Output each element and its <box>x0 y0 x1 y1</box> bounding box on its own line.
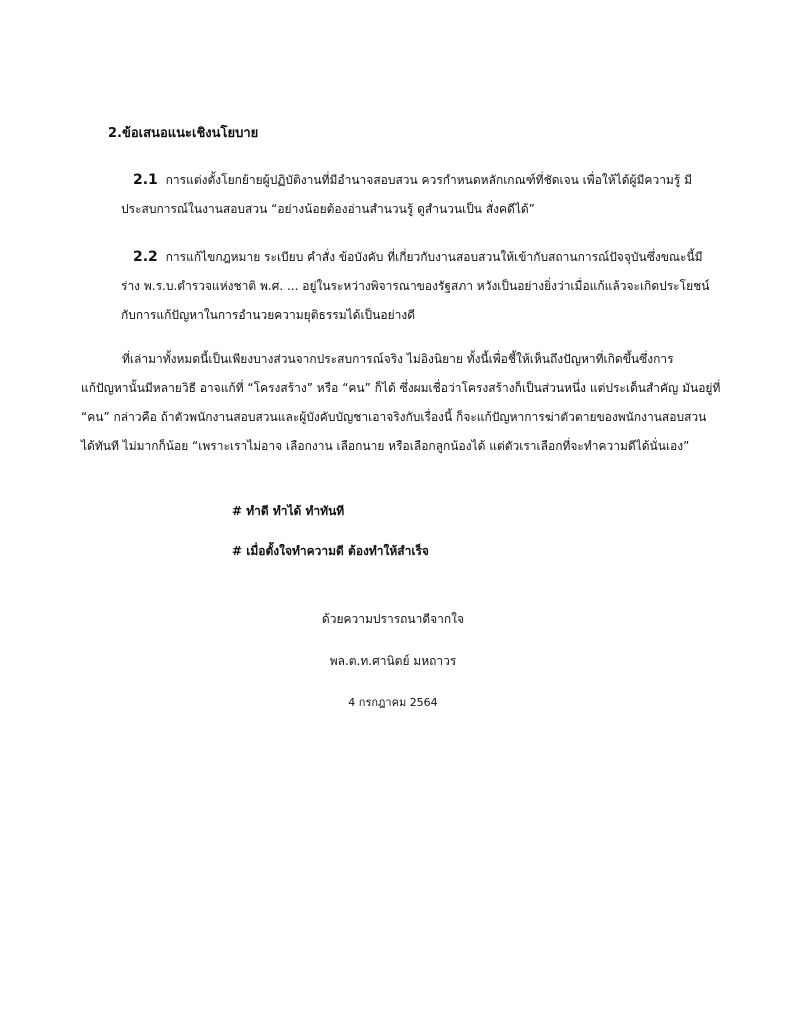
paragraph-line: ที่เล่ามาทั้งหมดนี้เป็นเพียงบางส่วนจากประสบการณ์จริง ไม่อิงนิยาย ทั้งนี้เพื่อชี้ให้เห็นถึงปัญหาที่เกิดขึ้นซึ่งการ <box>122 352 674 366</box>
closing-paragraph <box>81 345 720 461</box>
hashtag-line: # ทำดี ทำได้ ทำทันที <box>232 504 345 518</box>
signature-greeting: ด้วยความปรารถนาดีจากใจ <box>321 612 465 626</box>
paragraph-line: แก้ปัญหานั้นมีหลายวิธี อาจแก้ที่ “โครงสร้าง” หรือ “คน” ก็ได้ ซึ่งผมเชื่อว่าโครงสร้างก็เป็นส่วนหนึ่ง แต่ประเด็นสำคัญ มันอยู่ที่ <box>81 381 721 395</box>
signature-date: 4 กรกฎาคม 2564 <box>348 696 438 709</box>
item-text-line: กับการแก้ปัญหาในการอำนวยความยุติธรรมได้เป็นอย่างดี <box>121 308 415 322</box>
policy-item-2-1 <box>121 166 693 224</box>
item-text-line: ร่าง พ.ร.บ.ตำรวจแห่งชาติ พ.ศ. ... อยู่ในระหว่างพิจารณาของรัฐสภา หวังเป็นอย่างยิ่งว่าเมื่อแก้แล้วจะเกิดประโยชน์ <box>121 279 710 293</box>
item-text-line: ประสบการณ์ในงานสอบสวน “อย่างน้อยต้องอ่านสำนวนรู้ ดูสำนวนเป็น สั่งคดีได้” <box>121 202 535 216</box>
item-text-line: การแต่งตั้งโยกย้ายผู้ปฏิบัติงานที่มีอำนาจสอบสวน ควรกำหนดหลักเกณฑ์ที่ชัดเจน เพื่อให้ได้ผู้มีความรู้ มี <box>165 173 693 187</box>
item-number: 2.2 <box>133 249 158 265</box>
item-text-line: การแก้ไขกฎหมาย ระเบียบ คำสั่ง ข้อบังคับ ที่เกี่ยวกับงานสอบสวนให้เข้ากับสถานการณ์ปัจจุบันซึ่งขณะนี้มี <box>165 250 703 264</box>
hashtag-line: # เมื่อตั้งใจทำความดี ต้องทำให้สำเร็จ <box>232 544 429 558</box>
paragraph-line: ได้ทันที ไม่มากก็น้อย “เพราะเราไม่อาจ เลือกงาน เลือกนาย หรือเลือกลูกน้องได้ แต่ตัวเราเลือกที่จะทำความดีได้นั่นเอง” <box>81 439 690 453</box>
signature-name: พล.ต.ท.ศานิตย์ มหถาวร <box>329 654 457 668</box>
section-heading: 2.ข้อเสนอแนะเชิงนโยบาย <box>108 126 259 141</box>
paragraph-line: “คน” กล่าวคือ ถ้าตัวพนักงานสอบสวนและผู้บังคับบัญชาเอาจริงกับเรื่องนี้ ก็จะแก้ปัญหาการฆ่าตัวตายของพนักงานสอบสวน <box>81 410 707 424</box>
policy-item-2-2 <box>121 243 710 330</box>
item-number: 2.1 <box>133 172 158 188</box>
